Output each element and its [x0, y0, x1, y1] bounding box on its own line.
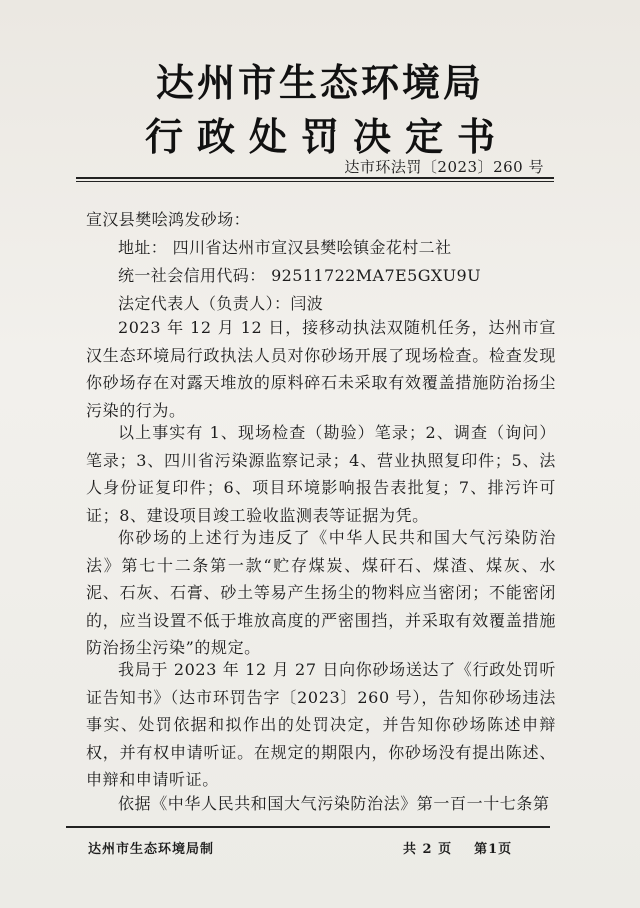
header-rule-thin	[76, 181, 554, 182]
paragraph-inspection: 2023 年 12 月 12 日，接移动执法双随机任务，达州市宣汉生态环境局行政执法人员对你砂场开展了现场检查。检查发现你砂场存在对露天堆放的原料碎石未采取有效覆盖措施防治扬尘污染的行为。	[86, 318, 556, 420]
paragraph-hearing-notice: 我局于 2023 年 12 月 27 日向你砂场送达了《行政处罚听证告知书》（达市环罚告字〔2023〕260 号），告知你砂场违法事实、处罚依据和拟作出的处罚决定，并告知你砂场陈述申辩权，并有权申请听证。在规定的期限内，你砂场没有提出陈述、申辩和申请听证。	[86, 660, 556, 789]
recipient-name: 宣汉县樊哙鸿发砂场：	[86, 210, 251, 229]
footer-rule	[66, 826, 550, 828]
agency-title: 达州市生态环境局	[155, 60, 484, 105]
header-rule	[76, 177, 554, 179]
paragraph-violation: 你砂场的上述行为违反了《中华人民共和国大气污染防治法》第七十二条第一款“贮存煤炭、煤矸石、煤渣、煤灰、水泥、石灰、石膏、砂土等易产生扬尘的物料应当密闭；不能密闭的，应当设置不低于堆放高度的严密围挡，并采取有效覆盖措施防治扬尘污染”的规定。	[86, 528, 556, 657]
paragraph-evidence: 以上事实有 1、现场检查（勘验）笔录；2、调查（询问）笔录；3、四川省污染源监察记录；4、营业执照复印件；5、法人身份证复印件；6、项目环境影响报告表批复；7、排污许可证；8、建设项目竣工验收监测表等证据为凭。	[86, 423, 556, 525]
footer-total-pages: 共 2 页	[403, 842, 453, 857]
paragraph-legal-basis: 依据《中华人民共和国大气污染防治法》第一百一十七条第	[118, 794, 550, 813]
footer-pagination	[403, 838, 534, 857]
footer-issuer: 达州市生态环境局制	[88, 842, 215, 857]
recipient-address: 地址： 四川省达州市宣汉县樊哙镇金花村二社	[118, 238, 452, 257]
document-number: 达市环法罚〔2023〕260 号	[344, 158, 544, 176]
recipient-legal-rep: 法定代表人（负责人）：闫波	[118, 294, 324, 313]
document-title: 行政处罚决定书	[144, 114, 509, 159]
footer-current-page: 第1页	[474, 842, 513, 857]
recipient-credit-code: 统一社会信用代码： 92511722MA7E5GXU9U	[118, 266, 482, 285]
